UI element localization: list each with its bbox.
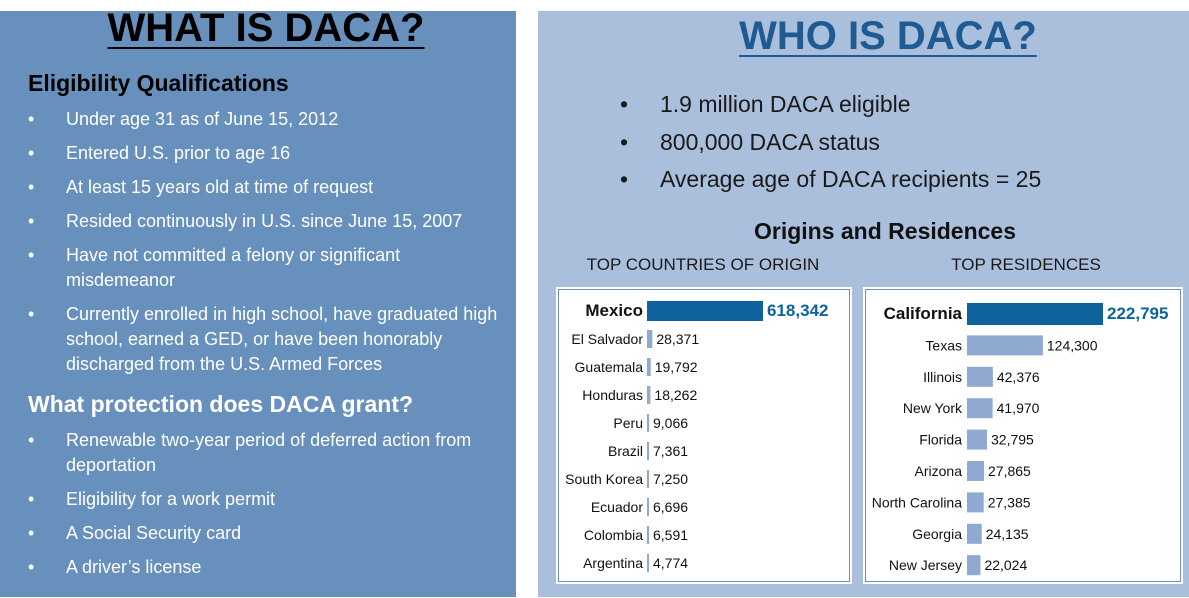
category-label: North Carolina: [871, 494, 962, 511]
bar: [647, 526, 649, 544]
value-label: 28,371: [656, 331, 700, 347]
bar: [647, 554, 649, 572]
stat-item: • 1.9 million DACA eligible: [620, 86, 1041, 124]
protection-item: • A Social Security card: [28, 521, 498, 546]
category-label: El Salvador: [571, 331, 643, 347]
stats-list: [620, 86, 1041, 199]
category-label: Ecuador: [590, 499, 643, 515]
bar: [647, 330, 652, 348]
value-label: 7,361: [653, 443, 689, 459]
category-label: Argentina: [583, 555, 643, 571]
what-title: WHAT IS DACA?: [107, 6, 425, 50]
value-label: 4,774: [653, 555, 689, 571]
value-label: 27,385: [987, 494, 1031, 511]
category-label: Brazil: [607, 443, 643, 459]
category-label: Texas: [925, 337, 962, 354]
value-label: 222,795: [1107, 304, 1169, 323]
bar: [967, 555, 980, 575]
eligibility-heading: Eligibility Qualifications: [28, 70, 289, 96]
bar: [647, 414, 649, 432]
protection-item: • Eligibility for a work permit: [28, 487, 498, 512]
value-label: 7,250: [653, 471, 689, 487]
bar: [967, 524, 982, 544]
value-label: 6,696: [653, 499, 689, 515]
residences-chart: [863, 287, 1183, 584]
category-label: Arizona: [914, 463, 962, 479]
countries-chart-svg: [558, 289, 850, 582]
eligibility-item: • Under age 31 as of June 15, 2012: [28, 107, 498, 132]
category-label: Illinois: [923, 368, 962, 385]
origins-title: Origins and Residences: [753, 218, 1017, 244]
category-label: Florida: [919, 431, 962, 448]
residences-chart-title: TOP RESIDENCES: [951, 255, 1101, 274]
category-label: South Korea: [565, 471, 643, 487]
category-label: Guatemala: [574, 359, 643, 375]
who-title: WHO IS DACA?: [739, 14, 1037, 58]
value-label: 42,376: [996, 368, 1040, 385]
bar: [967, 367, 993, 387]
value-label: 9,066: [653, 415, 689, 431]
bar: [647, 442, 649, 460]
eligibility-item: • Have not committed a felony or significant misdemeanor: [28, 243, 498, 293]
bar: [647, 301, 763, 321]
category-label: Mexico: [585, 301, 643, 320]
bar: [647, 386, 650, 404]
stat-item: • 800,000 DACA status: [620, 124, 1041, 162]
value-label: 24,135: [985, 525, 1029, 542]
protection-heading: What protection does DACA grant?: [28, 391, 414, 417]
protection-list: [28, 428, 498, 589]
bar: [647, 470, 649, 488]
eligibility-list: [28, 107, 498, 386]
countries-chart: [556, 287, 852, 584]
value-label: 618,342: [767, 301, 829, 320]
eligibility-item: • Currently enrolled in high school, have graduated high school, earned a GED, or have been honorably discharged from the U.S. Armed Forces: [28, 302, 498, 377]
category-label: Honduras: [582, 387, 643, 403]
bar: [967, 430, 987, 450]
value-label: 6,591: [653, 527, 689, 543]
value-label: 27,865: [988, 463, 1031, 479]
value-label: 19,792: [654, 359, 698, 375]
protection-item: • Renewable two-year period of deferred action from deportation: [28, 428, 498, 478]
value-label: 41,970: [996, 400, 1040, 417]
countries-chart-title: TOP COUNTRIES OF ORIGIN: [586, 255, 820, 274]
protection-item: • A driver’s license: [28, 555, 498, 580]
bar: [967, 303, 1103, 325]
bar: [967, 335, 1043, 355]
stat-item: • Average age of DACA recipients = 25: [620, 161, 1041, 199]
value-label: 32,795: [991, 431, 1034, 448]
category-label: Peru: [613, 415, 643, 431]
bar: [647, 498, 649, 516]
value-label: 22,024: [984, 557, 1028, 574]
eligibility-item: • Entered U.S. prior to age 16: [28, 141, 498, 166]
value-label: 124,300: [1046, 337, 1098, 354]
category-label: New York: [902, 400, 962, 417]
bar: [967, 492, 984, 512]
bar: [967, 461, 984, 481]
residences-chart-svg: [865, 289, 1181, 582]
eligibility-item: • At least 15 years old at time of request: [28, 175, 498, 200]
eligibility-item: • Resided continuously in U.S. since June 15, 2007: [28, 209, 498, 234]
bar: [967, 398, 993, 418]
category-label: Colombia: [583, 527, 643, 543]
value-label: 18,262: [654, 387, 698, 403]
category-label: California: [883, 304, 962, 323]
bar: [647, 358, 651, 376]
category-label: New Jersey: [888, 557, 962, 574]
category-label: Georgia: [912, 525, 962, 542]
